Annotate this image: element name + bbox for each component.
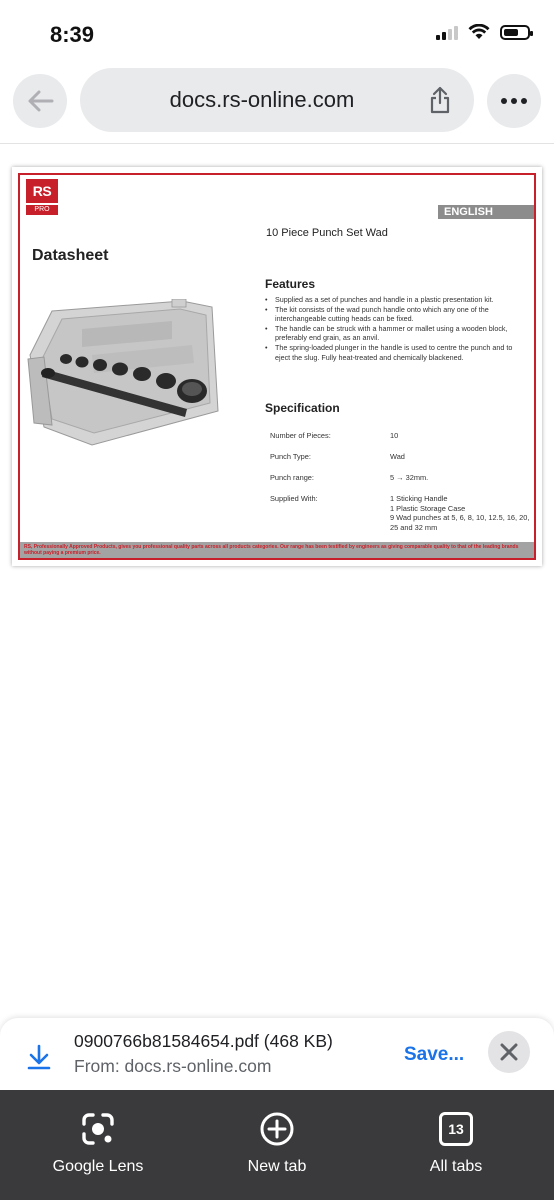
spec-value: 5 → 32mm. — [390, 473, 429, 482]
browser-toolbar — [0, 66, 554, 136]
spec-label: Number of Pieces: — [270, 431, 331, 440]
product-title: 10 Piece Punch Set Wad — [266, 227, 388, 239]
close-button[interactable] — [488, 1031, 530, 1073]
feature-item: • Supplied as a set of punches and handle in a plastic presentation kit. — [264, 295, 529, 305]
google-lens-button[interactable] — [28, 1110, 168, 1176]
new-tab-button[interactable] — [207, 1110, 347, 1176]
specification-heading: Specification — [265, 401, 340, 415]
url-bar[interactable] — [80, 68, 474, 132]
google-lens-label: Google Lens — [52, 1158, 144, 1175]
punch-set-case-image — [22, 299, 232, 449]
cellular-signal-icon — [436, 24, 458, 40]
battery-icon — [500, 25, 530, 40]
logo-rs: RS — [26, 179, 58, 203]
tab-count-icon — [439, 1112, 473, 1146]
feature-item: • The spring-loaded plunger in the handle is used to centre the punch and to eject the slug. Fully heat-treated and chemically blackened. — [264, 343, 529, 362]
back-arrow-icon — [26, 89, 54, 113]
datasheet-heading: Datasheet — [32, 247, 109, 264]
logo-pro: PRO — [26, 205, 58, 215]
all-tabs-label: All tabs — [429, 1158, 483, 1175]
more-dots-icon — [500, 97, 528, 105]
spec-value: 1 Sticking Handle 1 Plastic Storage Case 9 Wad punches at 5, 6, 8, 10, 12.5, 16, 20, 25 and 32 mm — [390, 494, 530, 532]
spec-value: 10 — [390, 431, 399, 440]
wifi-icon — [468, 24, 490, 40]
save-button[interactable]: Save... — [404, 1044, 465, 1065]
status-icons — [436, 24, 530, 40]
features-list — [264, 295, 529, 362]
language-badge: ENGLISH — [438, 205, 534, 219]
new-tab-label: New tab — [247, 1158, 307, 1175]
tab-count: 13 — [448, 1121, 464, 1137]
feature-item: • The kit consists of the wad punch handle onto which any one of the interchangeable cutting heads can be fixed. — [264, 305, 529, 324]
download-bar — [0, 1018, 554, 1090]
feature-item: • The handle can be struck with a hammer or mallet using a wooden block, preferably end grain, as an anvil. — [264, 324, 529, 343]
spec-label: Punch range: — [270, 473, 314, 482]
spec-value: Wad — [390, 452, 405, 461]
spec-label: Punch Type: — [270, 452, 311, 461]
share-icon[interactable] — [428, 86, 452, 114]
more-options-button[interactable] — [487, 74, 541, 128]
back-button[interactable] — [13, 74, 67, 128]
download-filename: 0900766b81584654.pdf (468 KB) — [74, 1031, 333, 1051]
features-heading: Features — [265, 277, 316, 291]
close-icon — [500, 1043, 518, 1061]
download-icon — [26, 1044, 52, 1070]
toolbar-divider — [0, 143, 554, 144]
footer-text: RS, Professionally Approved Products, gives you professional quality parts across all products categories. Our range has been testified by engineers as giving comparable quality to that of the leading brands without paying a premium price. — [24, 544, 519, 556]
pdf-page-border — [18, 173, 536, 560]
pdf-page[interactable] — [12, 167, 542, 566]
url-text: docs.rs-online.com — [169, 87, 355, 112]
all-tabs-button[interactable] — [386, 1110, 526, 1176]
spec-label: Supplied With: — [270, 494, 318, 503]
download-source: From: docs.rs-online.com — [74, 1056, 272, 1076]
footer-strip — [20, 542, 534, 558]
add-circle-icon — [259, 1111, 295, 1147]
bottom-nav — [0, 1090, 554, 1200]
status-bar — [0, 0, 554, 60]
google-lens-icon — [80, 1111, 116, 1147]
status-time: 8:39 — [50, 22, 95, 47]
rs-pro-logo — [26, 179, 58, 215]
